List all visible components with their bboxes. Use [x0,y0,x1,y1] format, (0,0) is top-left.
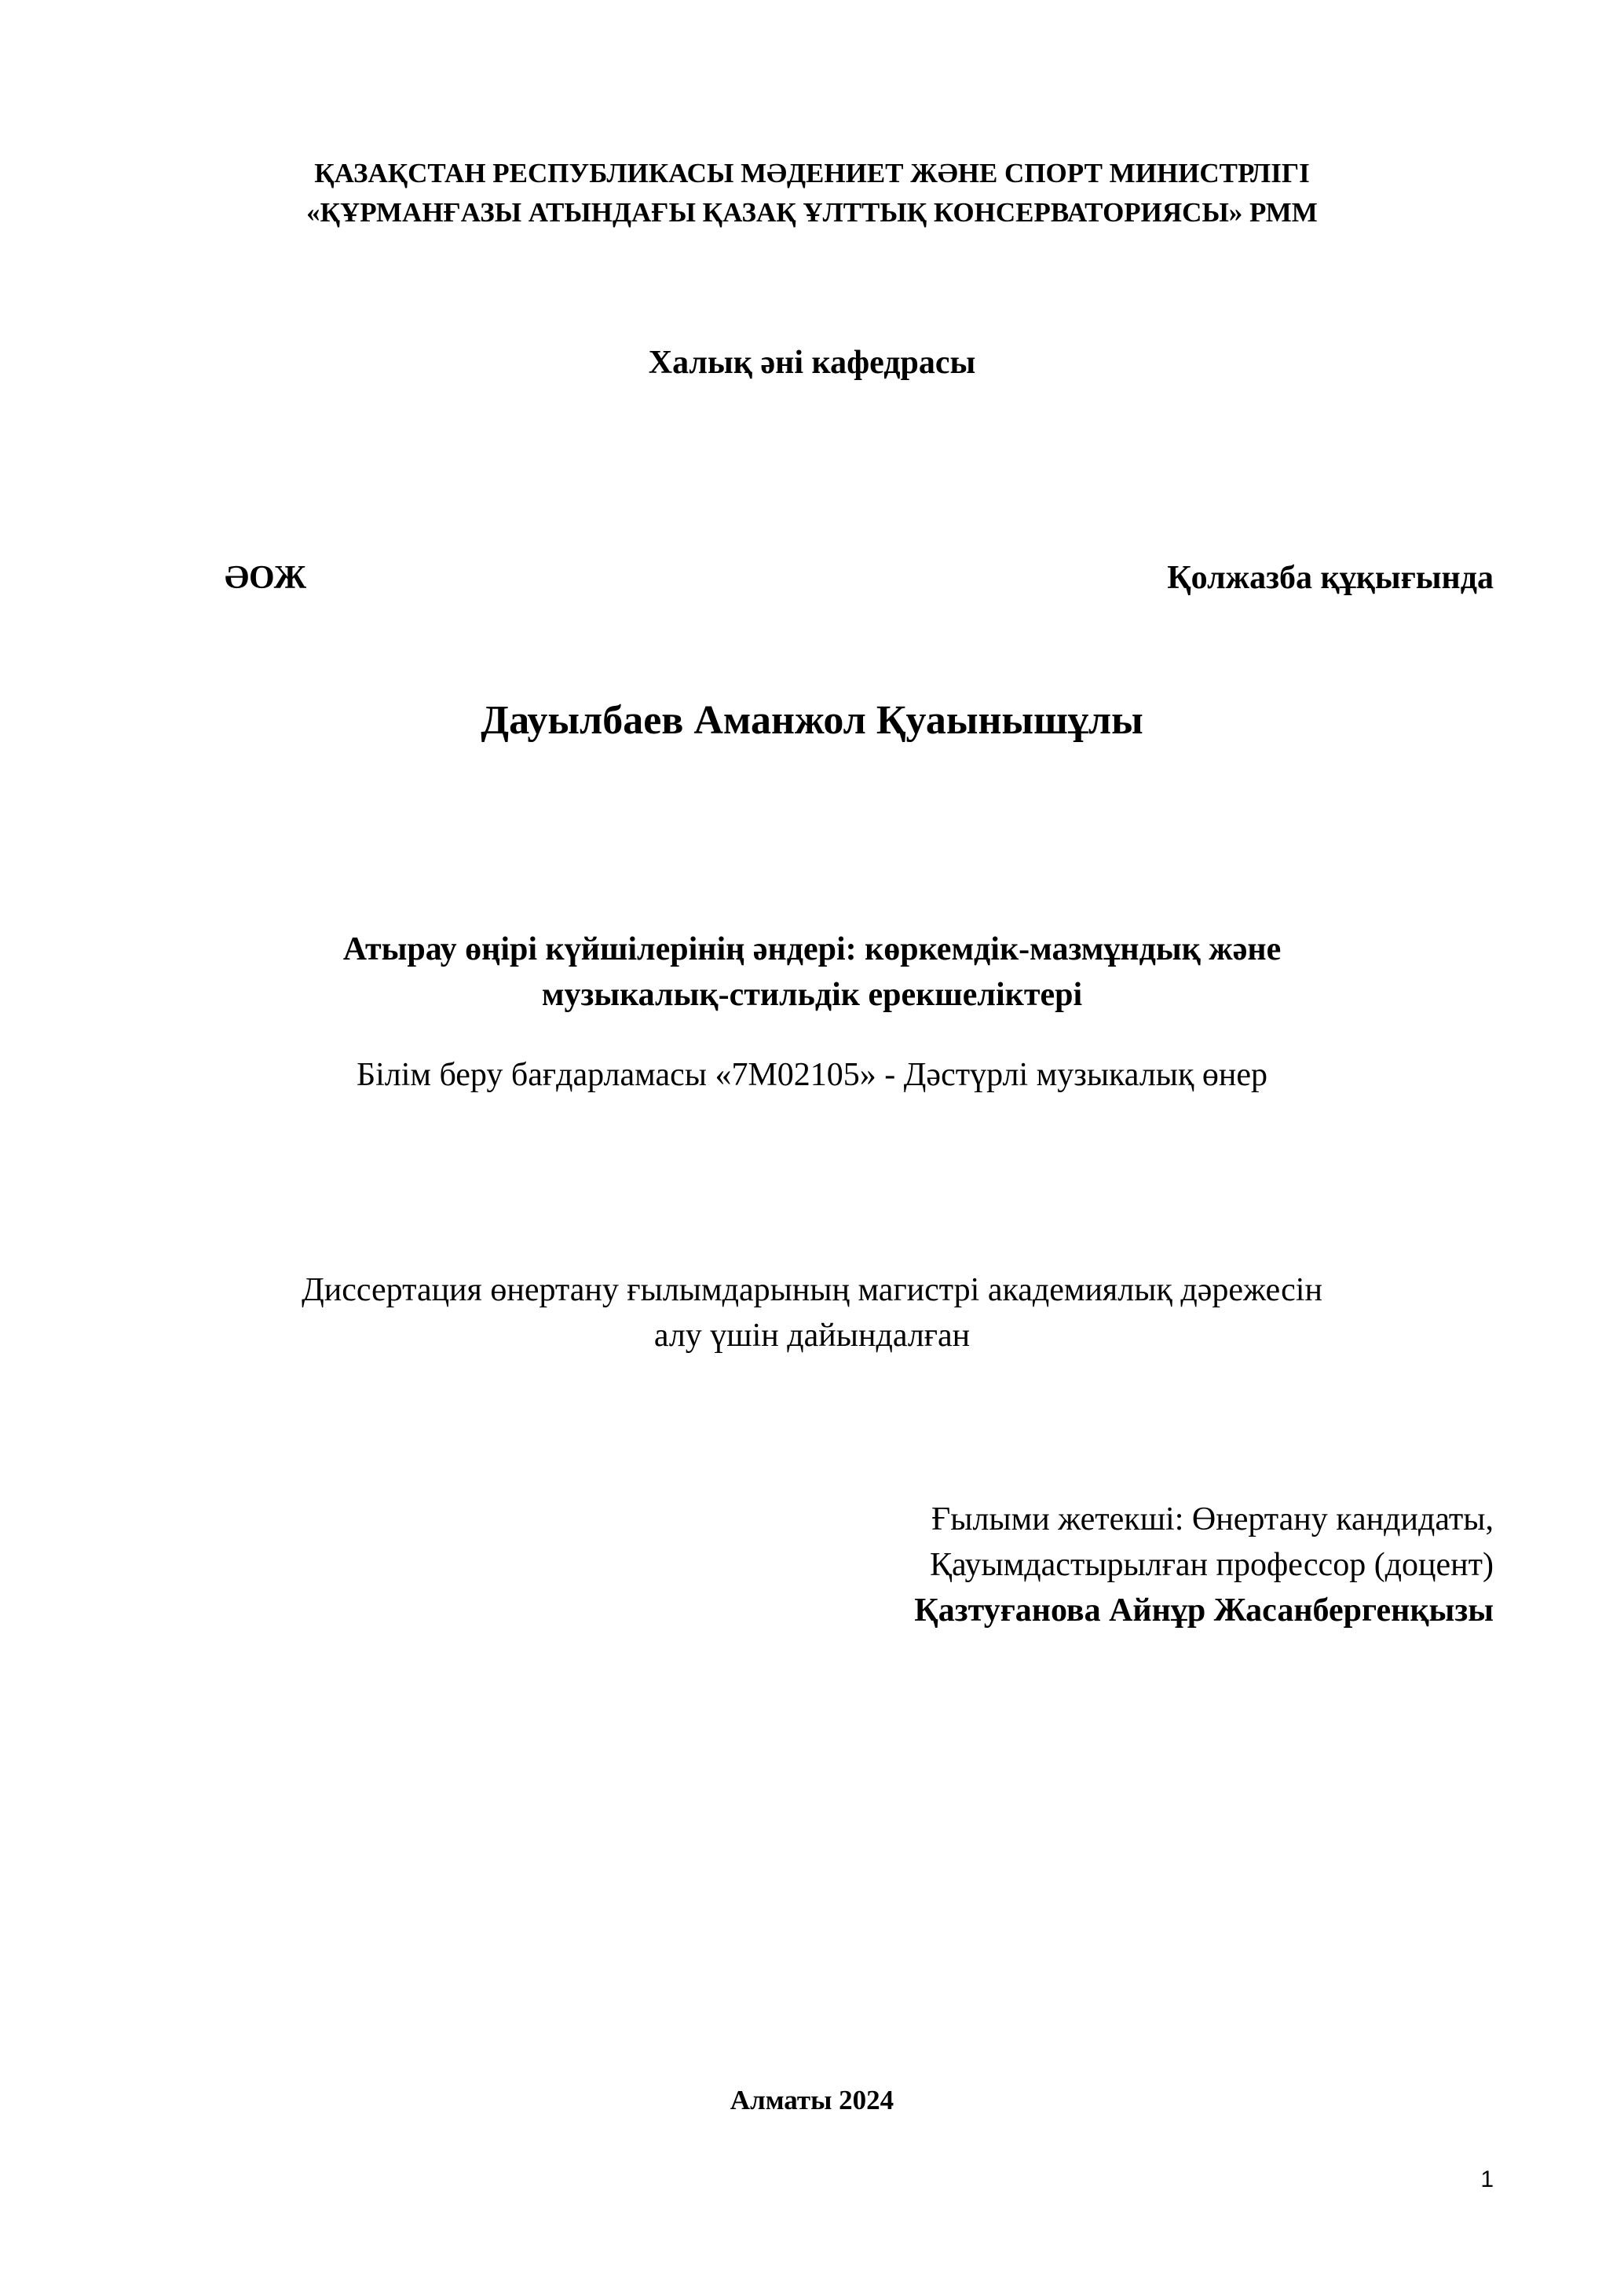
ministry-header [0,154,1624,232]
thesis-title [0,927,1624,1018]
manuscript-rights: Қолжазба құқығында [1167,560,1494,596]
city-year: Алматы 2024 [730,2085,894,2115]
page-number: 1 [1480,2166,1494,2192]
department-name: Халық әні кафедрасы [648,345,976,381]
udc-label: ӘОЖ [225,560,307,596]
thesis-title-line-2: музыкалық-стильдік ерекшеліктері [541,977,1083,1013]
supervisor-line-2: Қауымдастырылған профессор (доцент) [929,1547,1494,1583]
dissertation-line-1: Диссертация өнертану ғылымдарының магистрі академиялық дәрежесін [302,1272,1322,1308]
supervisor-line-1: Ғылыми жетекші: Өнертану кандидаты, [931,1501,1494,1537]
dissertation-line-2: алу үшін дайындалған [653,1318,971,1354]
author-name: Дауылбаев Аманжол Қуаынышұлы [481,698,1143,743]
supervisor-block [914,1497,1494,1633]
thesis-title-line-1: Атырау өңірі күйшілерінің әндері: көркемдік-мазмұндық және [342,931,1282,967]
dissertation-purpose [0,1267,1624,1358]
education-program: Білім беру бағдарламасы «7M02105» - Дәстүрлі музыкалық өнер [356,1057,1268,1093]
ministry-line-1: ҚАЗАҚСТАН РЕСПУБЛИКАСЫ МӘДЕНИЕТ ЖӘНЕ СПОРТ МИНИСТРЛІГІ [314,158,1310,188]
supervisor-name: Қазтуғанова Айнұр Жасанбергенқызы [914,1592,1494,1629]
ministry-line-2: «ҚҰРМАНҒАЗЫ АТЫНДАҒЫ ҚАЗАҚ ҰЛТТЫҚ КОНСЕРВАТОРИЯСЫ» РММ [306,197,1318,228]
